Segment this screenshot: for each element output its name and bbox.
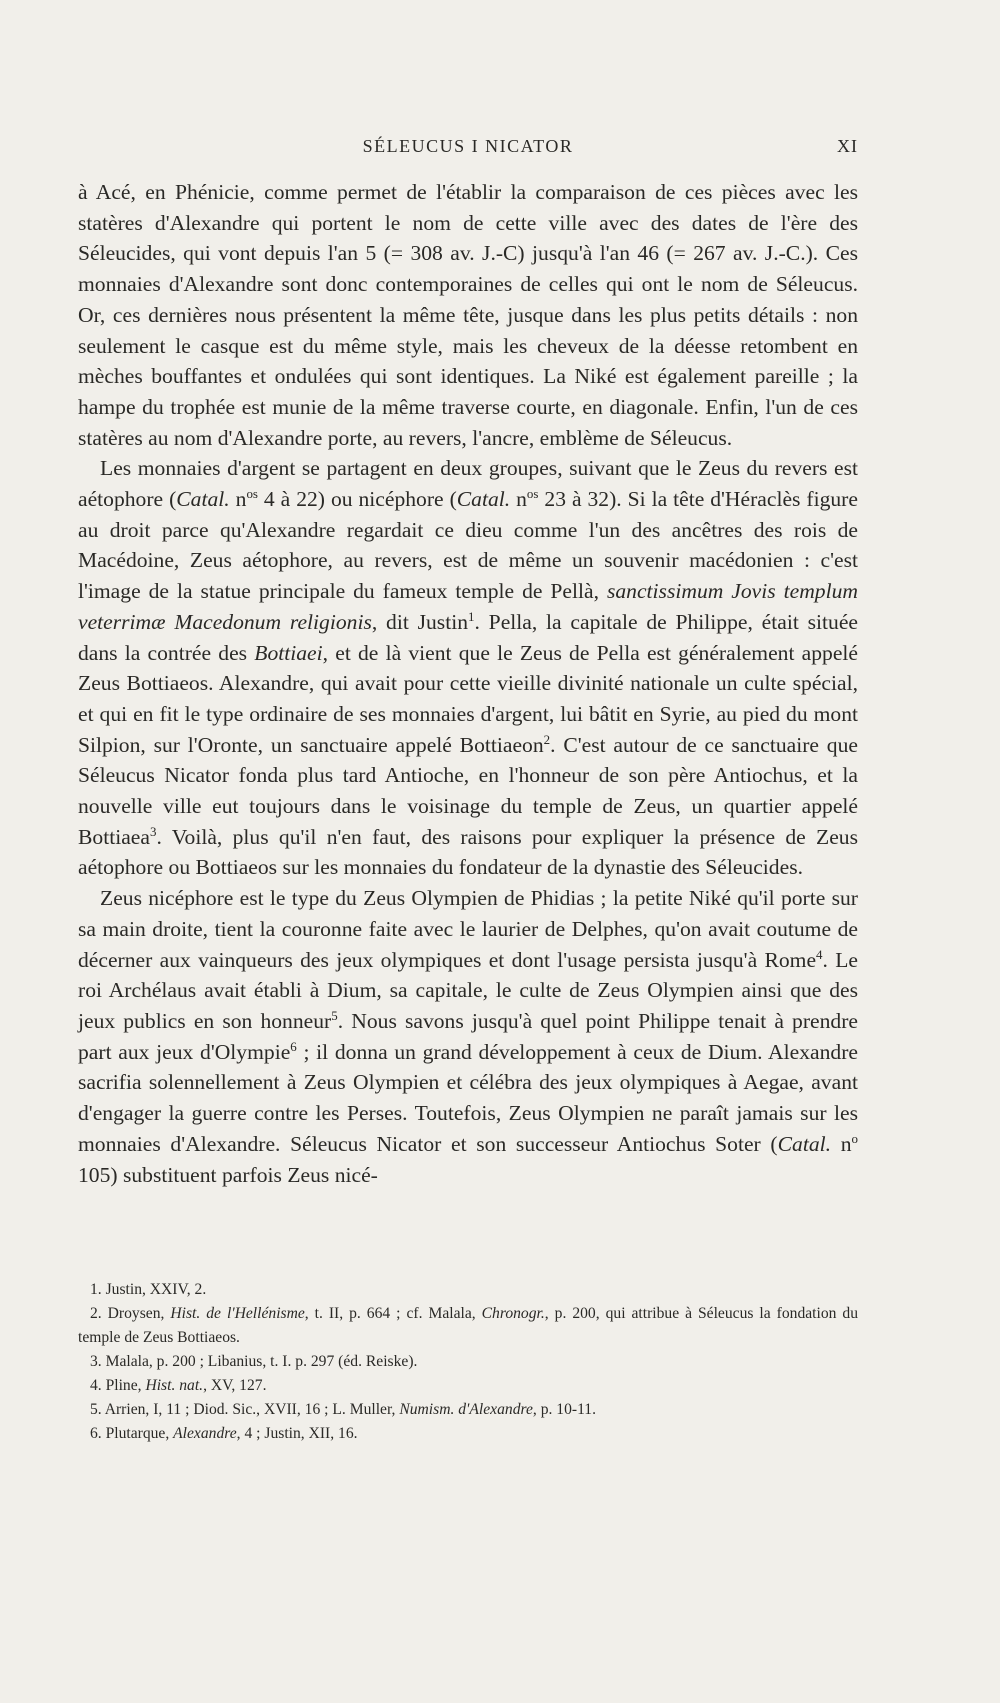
text-run: 105) substituent parfois Zeus nicé- [78, 1162, 378, 1187]
text-run: 23 à 32). Si la tête d'Héraclès figure au droit parce qu'Alexandre regardait ce dieu comme l'un des ancêtres des rois de Macédoine, Zeus aétophore, au revers, est de même un souvenir macédonien : c'est l'image de la statue principale du fameux temple de Pellà, [78, 487, 858, 604]
footnote [78, 1374, 858, 1398]
paragraph [78, 453, 858, 883]
footnote [78, 1278, 858, 1302]
text-run: 4. Pline, [90, 1377, 146, 1394]
italic-text: Bottiaei [254, 640, 323, 665]
text-run: à Acé, en Phénicie, comme permet de l'établir la comparaison de ces pièces avec les statères d'Alexandre qui portent le nom de cette ville avec des dates de l'ère des Séleucides, qui vont depuis l'an 5 (= 308 av. J.-C) jusqu'à l'an 46 (= 267 av. J.-C.). Ces monnaies d'Alexandre sont donc contemporaines de celles qui ont le nom de Séleucus. Or, ces dernières nous présentent la même tête, jusque dans les plus petits détails : non seulement le casque est du même style, mais les cheveux de la déesse retombent en mèches bouffantes et ondulées qui sont identiques. La Niké est également pareille ; la hampe du trophée est munie de la même traverse courte, en diagonale. Enfin, l'un de ces statères au nom d'Alexandre porte, au revers, l'ancre, emblème de Séleucus. [78, 180, 858, 450]
note-mark: o [851, 1130, 858, 1146]
page-number: XI [837, 136, 858, 156]
text-run: . Nous savons jusqu'à quel point Philippe tenait à prendre part aux jeux d'Olympie [78, 1008, 858, 1064]
text-run: , p. 200, qui attribue à Séleucus la fondation du temple de Zeus Bottiaeos. [78, 1305, 858, 1346]
paragraph [78, 883, 858, 1190]
footnote [78, 1398, 858, 1422]
body-text [78, 177, 858, 1190]
italic-text: Hist. de l'Hellénisme [170, 1305, 305, 1322]
text-run: 5. Arrien, I, 11 ; Diod. Sic., XVII, 16 ; L. Muller, [90, 1401, 400, 1418]
italic-text: Catal. [777, 1131, 832, 1156]
running-title: SÉLEUCUS I NICATOR [362, 136, 574, 156]
text-run: Les monnaies d'argent se partagent en deux groupes, suivant que le Zeus du revers est aétophore ( [78, 456, 858, 512]
text-run: . Pella, la capitale de Philippe, était située dans la contrée des [78, 609, 858, 665]
text-run: , et de là vient que le Zeus de Pella est généralement appelé Zeus Bottiaeos. Alexandre, qui avait pour cette vieille divinité nationale un culte spécial, et qui en fit le type ordinaire de ses monnaies d'argent, lui bâtit en Syrie, au pied du mont Silpion, sur l'Oronte, un sanctuaire appelé Bottiaeon [78, 640, 858, 757]
italic-text: Catal. [456, 487, 511, 512]
text-run: , t. II, p. 664 ; cf. Malala, [304, 1305, 482, 1322]
text-run: ; il donna un grand développement à ceux de Dium. Alexandre sacrifia solennellement à Zeus Olympien et célébra des jeux olympiques à Aegae, avant d'engager la guerre contre les Perses. Toutefois, Zeus Olympien ne paraît jamais sur les monnaies d'Alexandre. Séleucus Nicator et son successeur Antiochus Soter ( [78, 1039, 858, 1156]
italic-text: sanctissimum Jovis templum veterrimæ Macedonum religionis [78, 579, 858, 634]
note-mark: 5 [331, 1007, 338, 1023]
text-run: n [831, 1131, 852, 1156]
text-run: , XV, 127. [203, 1377, 267, 1394]
footnote [78, 1422, 858, 1446]
text-run: . Le roi Archélaus avait établi à Dium, sa capitale, le culte de Zeus Olympien ainsi que des jeux publics en son honneur [78, 947, 858, 1033]
footnote [78, 1302, 858, 1350]
note-mark: 3 [149, 823, 157, 839]
text-run: 2. Droysen, [90, 1305, 171, 1322]
text-run: 4 à 22) ou nicéphore ( [257, 487, 457, 512]
footnotes [78, 1278, 858, 1446]
note-mark: 6 [290, 1038, 297, 1054]
italic-text: Catal. [176, 487, 230, 512]
text-run: , dit Justin [371, 609, 469, 634]
note-mark: 2 [543, 731, 551, 747]
italic-text: Alexandre [173, 1425, 237, 1442]
text-run: 1. Justin, XXIV, 2. [90, 1281, 207, 1298]
footnote [78, 1350, 858, 1374]
text-run: . Voilà, plus qu'il n'en faut, des raisons pour expliquer la présence de Zeus aétophore ou Bottiaeos sur les monnaies du fondateur de la dynastie des Séleucides. [78, 824, 858, 880]
text-run: 6. Plutarque, [90, 1425, 174, 1442]
text-run: n [229, 487, 247, 512]
paragraph [78, 177, 858, 453]
note-mark: 1 [468, 608, 475, 624]
text-run: , 4 ; Justin, XII, 16. [236, 1425, 358, 1442]
text-run: 3. Malala, p. 200 ; Libanius, t. I. p. 297 (éd. Reiske). [90, 1353, 418, 1370]
note-mark: os [246, 485, 258, 501]
text-run: n [510, 487, 527, 512]
italic-text: Chronogr. [481, 1305, 545, 1322]
italic-text: Numism. d'Alexandre [399, 1401, 533, 1418]
italic-text: Hist. nat. [145, 1377, 204, 1394]
note-mark: 4 [816, 946, 823, 962]
note-mark: os [526, 485, 539, 501]
text-run: Zeus nicéphore est le type du Zeus Olympien de Phidias ; la petite Niké qu'il porte sur sa main droite, tient la couronne faite avec le laurier de Delphes, qu'on avait coutume de décerner aux vainqueurs des jeux olympiques et dont l'usage persista jusqu'à Rome [78, 886, 858, 972]
text-run: . C'est autour de ce sanctuaire que Séleucus Nicator fonda plus tard Antioche, en l'honneur de son père Antiochus, et la nouvelle ville eut toujours dans le voisinage du temple de Zeus, un quartier appelé Bottiaea [78, 732, 858, 849]
page-header [78, 136, 858, 160]
text-run: , p. 10-11. [532, 1401, 596, 1418]
